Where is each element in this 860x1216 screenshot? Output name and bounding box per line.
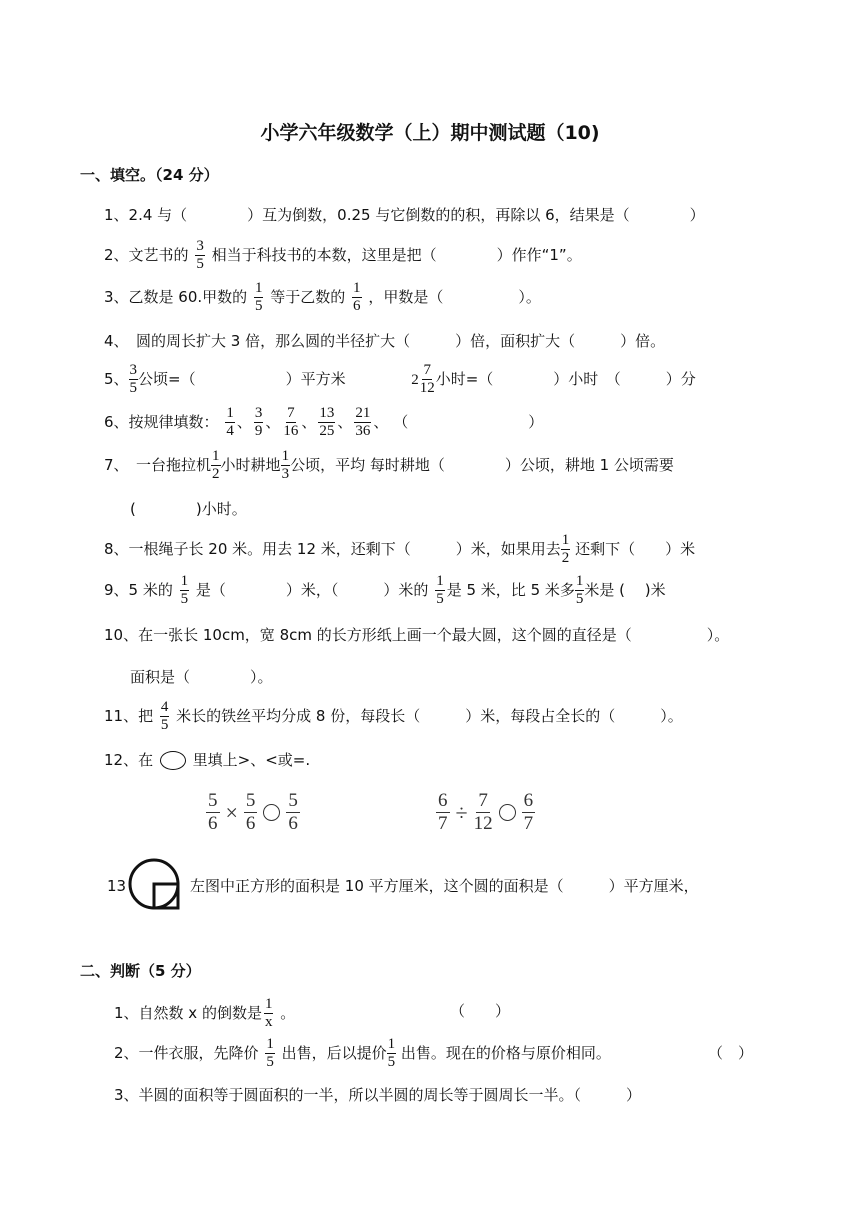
question-8: 8、一根绳子长 20 米。用去 12 米，还剩下（ ）米，如果用去 $\frac{1}{2}$ 还剩下（ ）米 (104, 532, 696, 566)
circle-square-figure (128, 852, 186, 914)
judge-1: 1、自然数 x 的倒数是 $\frac{1}{x}$ 。 (114, 996, 296, 1030)
section-heading-judge: 二、判断（5 分） (80, 962, 201, 980)
fraction: $\frac{3}{5}$ (196, 238, 204, 272)
fraction: $\frac{7}{12}$ (419, 362, 435, 396)
judge-1-answer[interactable]: （ ） (450, 1002, 511, 1020)
question-6: 6、按规律填数： $\frac{1}{4}$ 、 $\frac{3}{9}$ 、 $\frac{7}{16}$ 、 $\frac{13}{25}$ 、 $\frac{21}{36}$ 、 （ ） (104, 405, 544, 439)
question-13: 左图中正方形的面积是 10 平方厘米，这个圆的面积是（ ）平方厘米， (190, 877, 699, 895)
judge-2: 2、一件衣服，先降价 $\frac{1}{5}$ 出售，后以提价 $\frac{1}{5}$ 出售。现在的价格与原价相同。 (114, 1036, 611, 1070)
judge-3: 3、半圆的面积等于圆面积的一半，所以半圆的周长等于圆周长一半。（ ） (114, 1086, 642, 1104)
compare-expression-1: $\frac{5}{6}$ × $\frac{5}{6}$ $\frac{5}{6}$ (208, 790, 298, 834)
compare-circle-icon[interactable] (499, 804, 516, 821)
question-4: 4、 圆的周长扩大 3 倍，那么圆的半径扩大（ ）倍，面积扩大（ ）倍。 (104, 332, 666, 350)
question-5: 5、 $\frac{3}{5}$ 公顷=（ ）平方米 2 $\frac{7}{12}$ 小时=（ ）小时 （ ）分 (104, 362, 696, 396)
section-heading-fill-blank: 一、填空。（24 分） (80, 166, 219, 184)
question-1: 1、2.4 与（ ）互为倒数，0.25 与它倒数的的积，再除以 6，结果是（ ） (104, 206, 705, 224)
oval-blank-icon (160, 751, 186, 770)
question-9: 9、5 米的 $\frac{1}{5}$ 是（ ）米，（ ）米的 $\frac{1}{5}$ 是 5 米，比 5 米多 $\frac{1}{5}$ 米是 ( )米 (104, 573, 666, 607)
question-7-line2: ( )小时。 (130, 500, 247, 518)
question-10: 10、在一张长 10cm，宽 8cm 的长方形纸上画一个最大圆，这个圆的直径是（ ）。 (104, 626, 730, 644)
question-3: 3、乙数是 60.甲数的 $\frac{1}{5}$ 等于乙数的 $\frac{1}{6}$ ，甲数是（ ）。 (104, 280, 541, 314)
judge-2-answer[interactable]: （ ） (708, 1044, 754, 1062)
fraction: $\frac{1}{5}$ (254, 280, 263, 314)
question-7: 7、 一台拖拉机 $\frac{1}{2}$ 小时耕地 $\frac{1}{3}$ 公顷，平均 每时耕地（ ）公顷，耕地 1 公顷需要 (104, 448, 674, 482)
compare-circle-icon[interactable] (263, 804, 280, 821)
question-2: 2、文艺书的 $\frac{3}{5}$ 相当于科技书的本数，这里是把（ ）作作“1”。 (104, 238, 582, 272)
fraction: $\frac{3}{5}$ (129, 362, 138, 396)
question-10-line2: 面积是（ ）。 (130, 668, 273, 686)
question-11: 11、把 $\frac{4}{5}$ 米长的铁丝平均分成 8 份，每段长（ ）米，每段占全长的（ ）。 (104, 699, 683, 733)
question-12: 12、在 里填上>、<或=. (104, 751, 311, 769)
compare-expression-2: $\frac{6}{7}$ ÷ $\frac{7}{12}$ $\frac{6}{7}$ (438, 790, 534, 834)
page-title: 小学六年级数学（上）期中测试题（10) (260, 122, 600, 144)
question-13-number: 13 (107, 877, 127, 895)
fraction: $\frac{1}{6}$ (353, 280, 361, 314)
